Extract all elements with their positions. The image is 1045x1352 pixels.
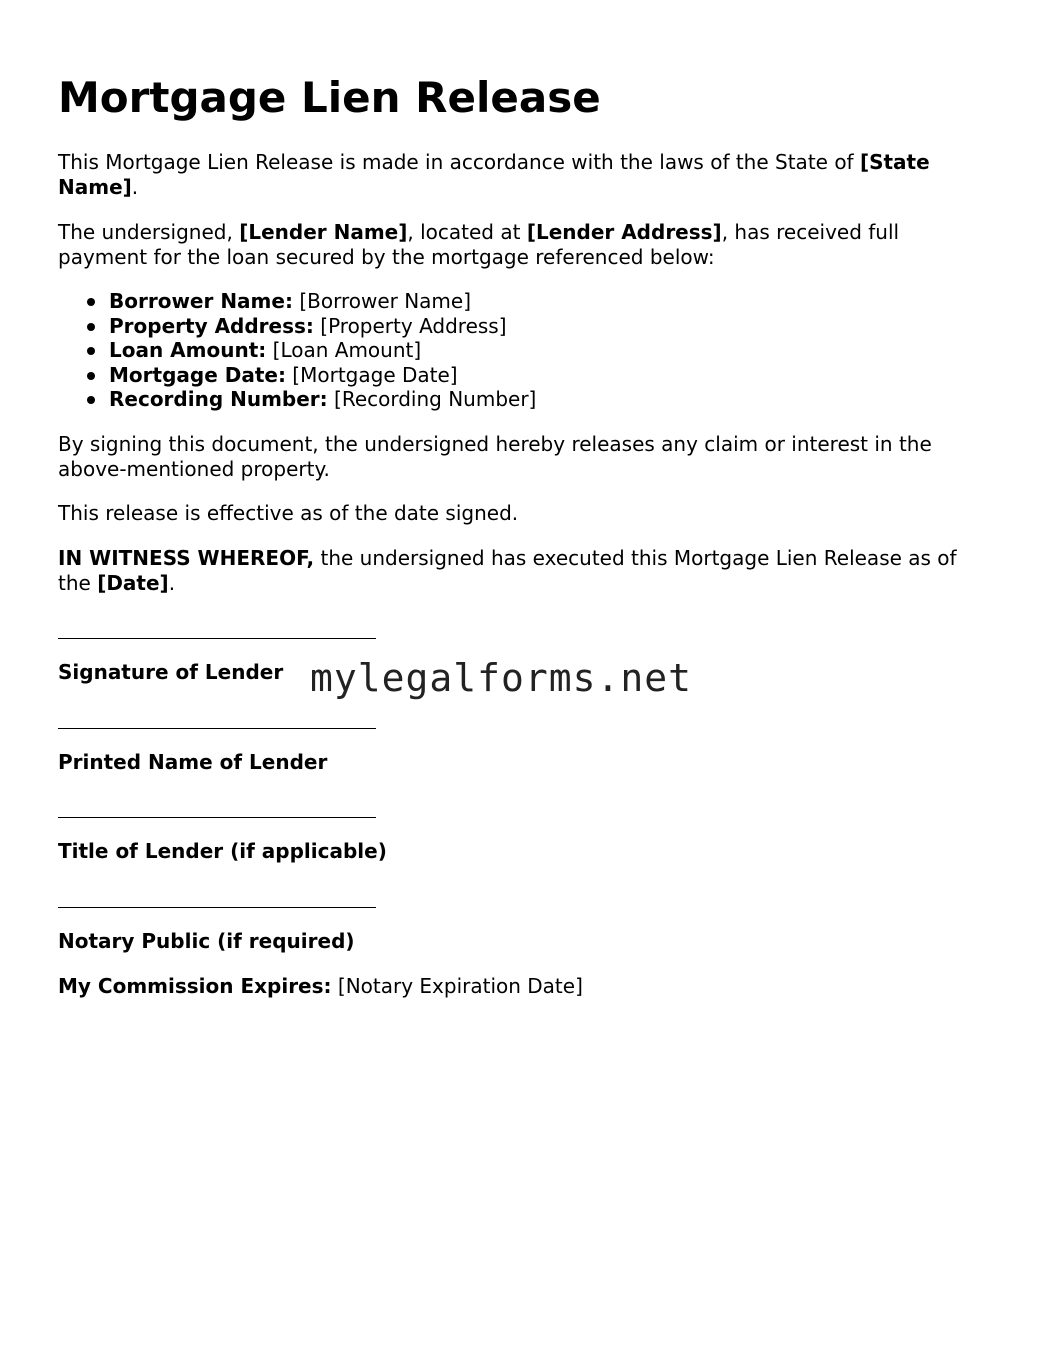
list-item (109, 314, 536, 339)
detail-value: [Mortgage Date] (285, 362, 458, 387)
notary-line[interactable] (58, 907, 376, 908)
lender-paragraph (58, 220, 988, 270)
title-label: Title of Lender (if applicable) (58, 839, 387, 863)
lender-text-2: , located at (407, 220, 527, 244)
lender-name-placeholder: [Lender Name] (239, 220, 408, 244)
detail-label: Recording Number: (109, 387, 328, 411)
signature-label-lender: Signature of Lender (58, 660, 284, 684)
commission-label: My Commission Expires: (58, 974, 332, 998)
loan-details-list (58, 289, 536, 412)
witness-end: . (168, 571, 176, 595)
detail-label: Mortgage Date: (109, 362, 286, 387)
detail-label: Property Address: (109, 313, 314, 338)
watermark-text: mylegalforms.net (310, 656, 693, 700)
detail-value: [Borrower Name] (292, 289, 472, 313)
detail-value: [Loan Amount] (266, 338, 422, 362)
intro-paragraph (58, 150, 988, 200)
lender-address-placeholder: [Lender Address] (526, 220, 722, 244)
signature-line-lender[interactable] (58, 638, 376, 639)
intro-text: This Mortgage Lien Release is made in accordance with the laws of the State of (58, 150, 860, 174)
state-name-placeholder: [State Name] (58, 150, 930, 199)
list-item (109, 289, 536, 314)
release-paragraph: By signing this document, the undersigned hereby releases any claim or interest in the above-mentioned property. (58, 432, 932, 481)
lender-text-3: , has received full payment for the loan secured by the mortgage referenced below: (58, 220, 900, 269)
notary-label: Notary Public (if required) (58, 929, 355, 953)
document-title: Mortgage Lien Release (58, 73, 601, 122)
witness-paragraph (58, 546, 988, 596)
detail-value: [Recording Number] (327, 387, 537, 411)
printed-name-line[interactable] (58, 728, 376, 729)
effective-paragraph: This release is effective as of the date signed. (58, 501, 519, 525)
title-line[interactable] (58, 817, 376, 818)
intro-end: . (131, 175, 139, 199)
detail-value: [Property Address] (313, 313, 507, 338)
printed-name-label: Printed Name of Lender (58, 750, 328, 774)
date-placeholder: [Date] (97, 571, 169, 595)
list-item (109, 363, 536, 388)
list-item (109, 338, 536, 363)
detail-label: Borrower Name: (109, 289, 293, 313)
lender-text-1: The undersigned, (58, 220, 240, 244)
list-item (109, 387, 536, 412)
witness-text: the undersigned has executed this Mortgage Lien Release as of the (58, 546, 957, 595)
commission-value: [Notary Expiration Date] (331, 974, 583, 998)
detail-label: Loan Amount: (109, 338, 267, 362)
witness-lead: IN WITNESS WHEREOF, (58, 546, 315, 570)
commission-paragraph (58, 974, 988, 999)
